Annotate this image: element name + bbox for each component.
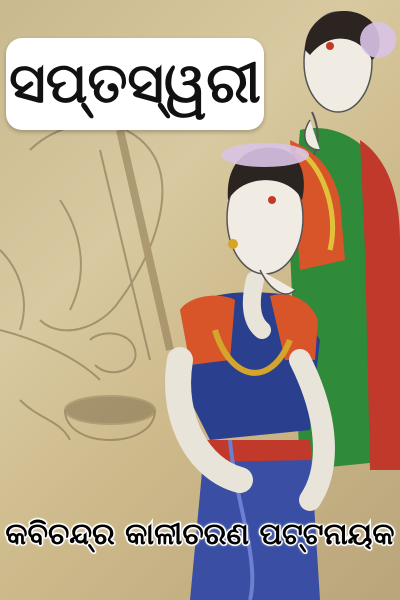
book-title: ସପ୍ତସ୍ୱରୀ [9,51,261,116]
sketch-musician [0,124,170,440]
title-box [6,38,264,130]
author-band [0,506,400,562]
author-name: କବିଚନ୍ଦ୍ର କାଳୀଚରଣ ପଟ୍ଟନାୟକ [5,516,395,552]
